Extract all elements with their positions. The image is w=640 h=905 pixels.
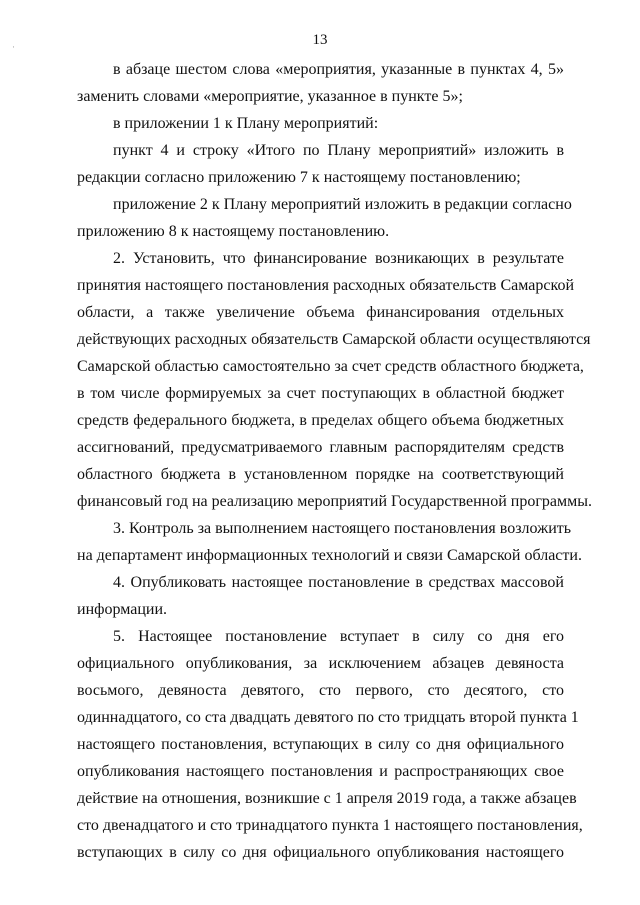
- paragraph: [77, 515, 582, 569]
- text-line: одиннадцатого, со ста двадцать девятого по сто тридцать второй пункта 1: [77, 709, 579, 726]
- paragraph: [77, 245, 592, 515]
- text-line: в приложении 1 к Плану мероприятий:: [113, 115, 379, 132]
- text-line: действующих расходных обязательств Самарской области осуществляются: [77, 331, 591, 348]
- text-line: областного бюджета в установленном порядке на соответствующий: [77, 466, 564, 483]
- text-line: средств федерального бюджета, в пределах общего объема бюджетных: [77, 412, 564, 429]
- text-line: настоящего постановления, вступающих в силу со дня официального: [77, 736, 564, 753]
- text-line: вступающих в силу со дня официального опубликования настоящего: [77, 844, 564, 861]
- text-line: приложение 2 к Плану мероприятий изложить в редакции согласно: [113, 196, 572, 213]
- text-line: информации.: [77, 601, 168, 618]
- text-line: 3. Контроль за выполнением настоящего постановления возложить: [113, 520, 572, 537]
- text-line: принятия настоящего постановления расходных обязательств Самарской: [77, 277, 574, 294]
- text-line: ассигнований, предусматриваемого главным распорядителям средств: [77, 439, 564, 456]
- text-line: действие на отношения, возникшие с 1 апреля 2019 года, а также абзацев: [77, 790, 577, 807]
- text-line: 2. Установить, что финансирование возникающих в результате: [113, 250, 564, 267]
- text-line: 5. Настоящее постановление вступает в силу со дня его: [113, 628, 564, 645]
- text-line: 4. Опубликовать настоящее постановление в средствах массовой: [113, 574, 564, 591]
- text-line: на департамент информационных технологий и связи Самарской области.: [77, 547, 582, 564]
- text-line: редакции согласно приложению 7 к настоящему постановлению;: [77, 169, 521, 186]
- text-line: заменить словами «мероприятие, указанное в пункте 5»;: [77, 88, 463, 105]
- text-line: Самарской областью самостоятельно за счет средств областного бюджета,: [77, 358, 584, 375]
- document-body: [77, 56, 592, 866]
- text-line: в абзаце шестом слова «мероприятия, указанные в пунктах 4, 5»: [113, 61, 564, 78]
- text-line: восьмого, девяноста девятого, сто первого, сто десятого, сто: [77, 682, 564, 699]
- text-line: пункт 4 и строку «Итого по Плану мероприятий» изложить в: [113, 142, 564, 159]
- paragraph: [77, 56, 564, 110]
- paragraph: [77, 110, 564, 137]
- paragraph: [77, 623, 583, 866]
- text-line: в том числе формируемых за счет поступающих в областной бюджет: [77, 385, 564, 402]
- paragraph: [77, 569, 564, 623]
- text-line: сто двенадцатого и сто тринадцатого пункта 1 настоящего постановления,: [77, 817, 583, 834]
- text-line: финансовый год на реализацию мероприятий Государственной программы.: [77, 493, 592, 510]
- text-line: официального опубликования, за исключением абзацев девяноста: [77, 655, 564, 672]
- text-line: области, а также увеличение объема финансирования отдельных: [77, 304, 564, 321]
- scan-speck-mark: ·: [12, 42, 15, 52]
- text-line: приложению 8 к настоящему постановлению.: [77, 223, 390, 240]
- text-line: опубликования настоящего постановления и распространяющих свое: [77, 763, 564, 780]
- paragraph: [77, 137, 564, 191]
- paragraph: [77, 191, 572, 245]
- page-number: 13: [312, 32, 328, 48]
